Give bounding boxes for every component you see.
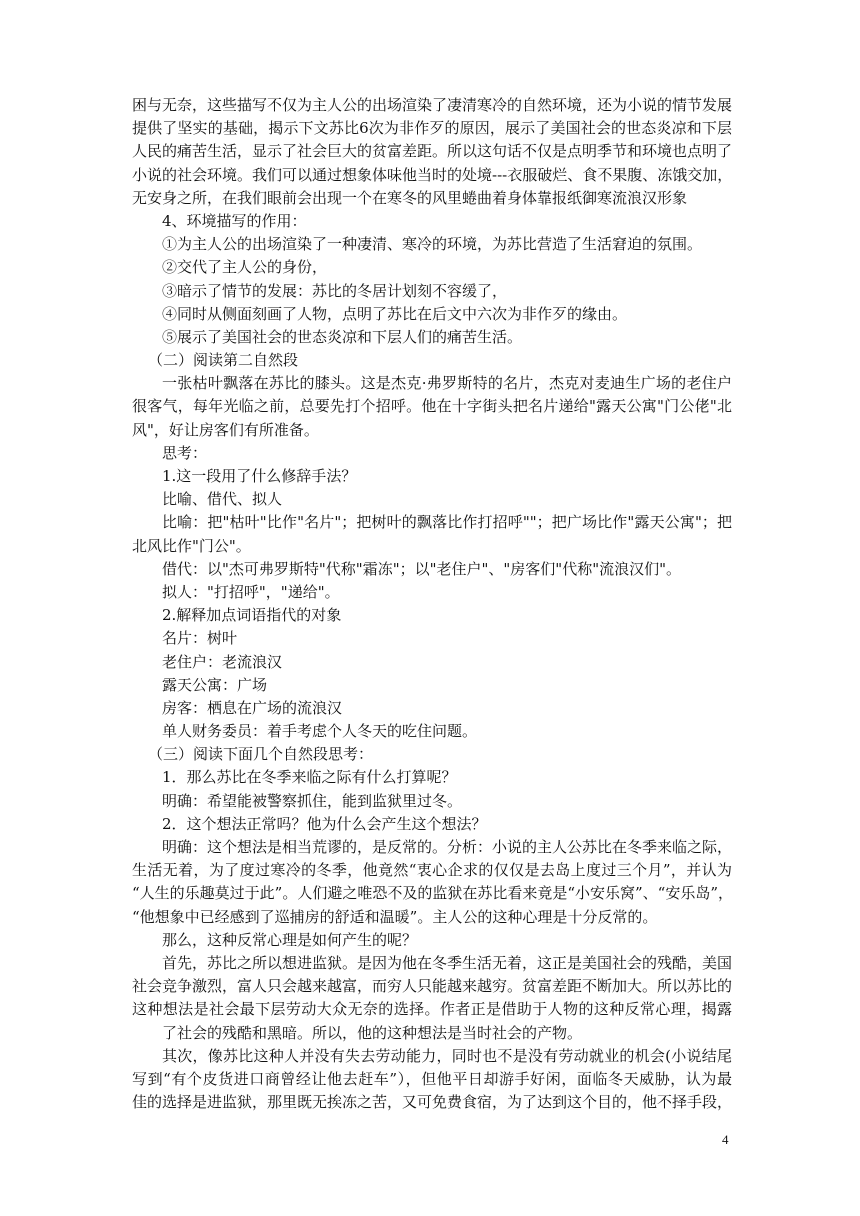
text-line: 其次，像苏比这种人并没有失去劳动能力，同时也不是没有劳动就业的机会(小说结尾	[162, 1046, 732, 1065]
text-line: ③暗示了情节的发展：苏比的冬居计划刻不容缓了，	[162, 281, 508, 300]
text-line: 名片：树叶	[162, 629, 238, 648]
text-line: 这种想法是社会最下层劳动大众无奈的选择。作者正是借助于人物的这种反常心理，揭露	[132, 1000, 732, 1019]
text-line: 1.这一段用了什么修辞手法？	[162, 467, 357, 485]
text-line: 2.解释加点词语指代的对象	[162, 606, 342, 625]
text-line: 4、环境描写的作用：	[162, 211, 307, 230]
text-line: 佳的选择是进监狱，那里既无挨冻之苦，又可免费食宿，为了达到这个目的，他不择手段，	[132, 1093, 733, 1112]
text-line: 明确：这个想法是相当荒谬的，是反常的。分析：小说的主人公苏比在冬季来临之际，	[162, 838, 733, 856]
body-text	[132, 94, 732, 1114]
text-line: 明确：希望能被警察抓住，能到监狱里过冬。	[162, 791, 463, 810]
text-line: 比喻：把"枯叶"比作"名片"；把树叶的飘落比作打招呼""；把广场比作"露天公寓"；把	[162, 513, 732, 532]
text-line: 借代：以"杰可弗罗斯特"代称"霜冻"；以"老住户"、"房客们"代称"流浪汉们"。	[162, 559, 681, 578]
text-line: 一张枯叶飘落在苏比的膝头。这是杰克·弗罗斯特的名片，杰克对麦迪生广场的老住户	[162, 374, 732, 393]
text-line: 单人财务委员：着手考虑个人冬天的吃住问题。	[162, 722, 478, 741]
text-line: 困与无奈，这些描写不仅为主人公的出场渲染了凄清寒冷的自然环境，还为小说的情节发展	[132, 96, 733, 114]
text-line: ②交代了主人公的身份，	[162, 258, 328, 277]
text-line: 了社会的残酷和黑暗。所以，他的这种想法是当时社会的产物。	[162, 1023, 583, 1042]
text-line: ①为主人公的出场渲染了一种凄清、寒冷的环境，为苏比营造了生活窘迫的氛围。	[162, 235, 703, 254]
text-line: 比喻、借代、拟人	[162, 490, 283, 509]
text-line: ④同时从侧面刻画了人物，点明了苏比在后文中六次为非作歹的缘由。	[162, 304, 628, 323]
text-line: 那么，这种反常心理是如何产生的呢？	[162, 930, 418, 949]
text-line: “人生的乐趣莫过于此”。人们避之唯恐不及的监狱在苏比看来竟是“小安乐窝”、“安乐岛”，	[132, 884, 734, 903]
text-line: 拟人："打招呼"，"递给"。	[162, 582, 340, 601]
text-line: （三）阅读下面几个自然段思考：	[148, 745, 374, 764]
text-line: 北风比作"门公"。	[132, 536, 251, 555]
page-number: 4	[722, 1132, 729, 1147]
text-line: 社会竞争激烈，富人只会越来越富，而穷人只能越来越穷。贫富差距不断加大。所以苏比的	[132, 977, 733, 996]
text-line: （二）阅读第二自然段	[148, 351, 299, 370]
text-line: 写到“有个皮货进口商曾经让他去赶车”），但他平日却游手好闲，面临冬天威胁，认为最	[132, 1069, 732, 1088]
text-line: 小说的社会环境。我们可以通过想象体味他当时的处境---衣服破烂、食不果腹、冻饿交加，	[132, 165, 733, 184]
text-line: 2．这个想法正常吗？他为什么会产生这个想法？	[162, 814, 487, 833]
text-line: 思考：	[162, 443, 208, 462]
text-line: ⑤展示了美国社会的世态炎凉和下层人们的痛苦生活。	[162, 327, 523, 346]
text-line: 首先，苏比之所以想进监狱。是因为他在冬季生活无着，这正是美国社会的残酷，美国	[162, 953, 733, 972]
text-line: “他想象中已经感到了巡捕房的舒适和温暖”。主人公的这种心理是十分反常的。	[132, 907, 658, 926]
text-line: 人民的痛苦生活，显示了社会巨大的贫富差距。所以这句话不仅是点明季节和环境也点明了	[132, 142, 733, 161]
text-line: 生活无着，为了度过寒冷的冬季，他竟然“衷心企求的仅仅是去岛上度过三个月”，并认为	[132, 861, 732, 880]
text-line: 1．那么苏比在冬季来临之际有什么打算呢？	[162, 768, 457, 787]
text-line: 房客：栖息在广场的流浪汉	[162, 698, 343, 717]
text-line: 很客气，每年光临之前，总要先打个招呼。他在十字街头把名片递给"露天公寓"门公佬"北	[132, 397, 732, 416]
text-line: 风"，好让房客们有所准备。	[132, 420, 319, 439]
text-line: 露天公寓：广场	[162, 675, 268, 694]
text-line: 无安身之所，在我们眼前会出现一个在寒冬的风里蜷曲着身体靠报纸御寒流浪汉形象	[132, 188, 688, 207]
text-line: 老住户：老流浪汉	[162, 652, 283, 671]
text-line: 提供了坚实的基础，揭示下文苏比6次为非作歹的原因，展示了美国社会的世态炎凉和下层	[132, 119, 732, 138]
